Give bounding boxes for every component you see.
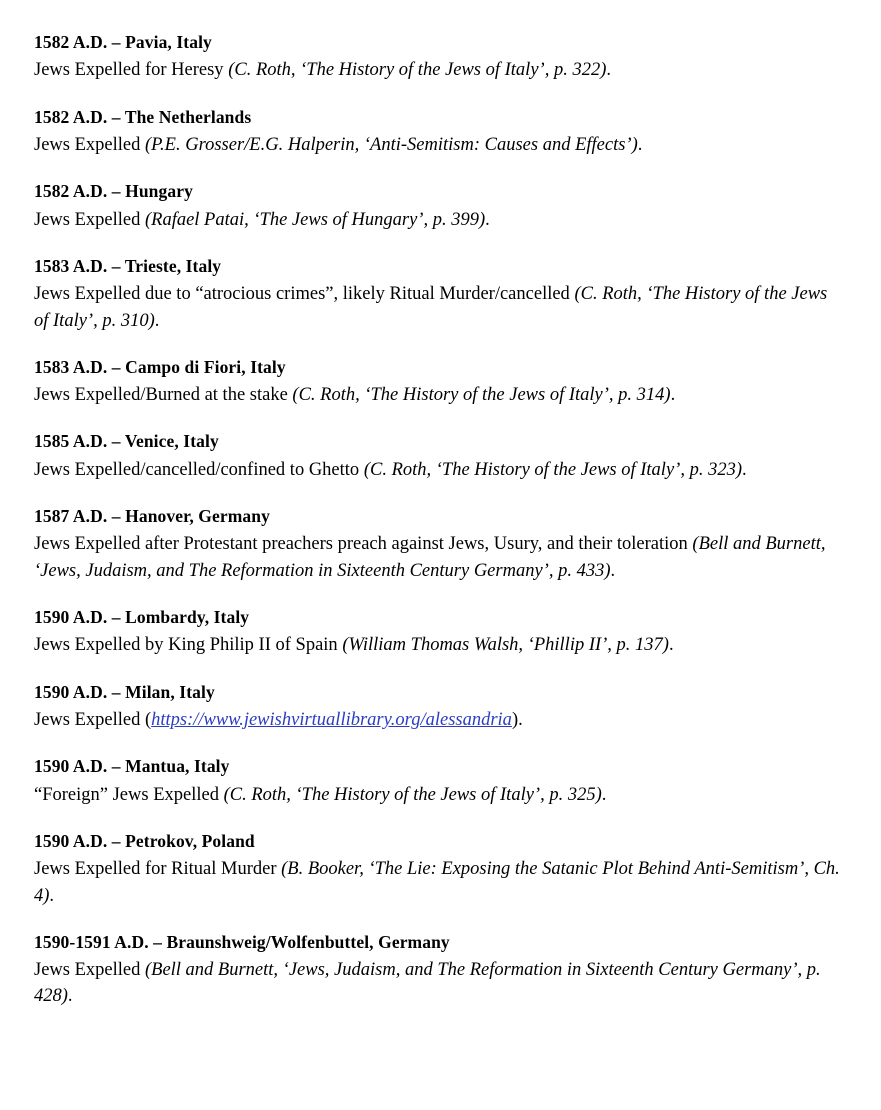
- entry-text: Jews Expelled: [34, 960, 145, 981]
- entry-citation: (P.E. Grosser/E.G. Halperin, ‘Anti-Semitism: Causes and Effects’): [144, 135, 638, 156]
- entry-body: [34, 57, 843, 83]
- entry-heading: 1583 A.D. – Trieste, Italy: [34, 255, 222, 276]
- entry-heading: 1582 A.D. – The Netherlands: [34, 106, 252, 127]
- entry-text: Jews Expelled for Heresy: [34, 60, 229, 81]
- entry-text: Jews Expelled (: [34, 710, 152, 731]
- entry-heading: 1585 A.D. – Venice, Italy: [34, 431, 219, 452]
- entry-tail: .: [610, 560, 616, 581]
- entry-tail: .: [601, 784, 607, 805]
- entry-tail: .: [154, 310, 160, 331]
- entry-citation: (Rafael Patai, ‘The Jews of Hungary’, p. 399): [144, 209, 486, 230]
- expulsion-entry: [34, 179, 843, 233]
- expulsion-entry: [34, 754, 843, 808]
- expulsion-entry: [34, 355, 843, 409]
- entry-tail: .: [49, 885, 55, 906]
- entry-citation: (C. Roth, ‘The History of the Jews of Italy’, p. 325): [223, 784, 602, 805]
- entry-citation: (Bell and Burnett, ‘Jews, Judaism, and The Reformation in Sixteenth Century Germany’, p. 433): [34, 534, 826, 581]
- entry-body: [34, 457, 843, 483]
- entry-text: “Foreign” Jews Expelled: [34, 784, 224, 805]
- entry-body: [34, 382, 843, 408]
- entry-heading: 1590 A.D. – Milan, Italy: [34, 681, 215, 702]
- expulsion-entry: [34, 254, 843, 334]
- entry-body: [34, 531, 843, 584]
- entry-text: Jews Expelled/Burned at the stake: [34, 385, 293, 406]
- entry-citation: (C. Roth, ‘The History of the Jews of Italy’, p. 310): [34, 284, 828, 331]
- entry-body: [34, 856, 843, 909]
- expulsion-entry-list: [34, 30, 843, 1010]
- entry-body: [34, 957, 843, 1010]
- entry-heading: 1590 A.D. – Lombardy, Italy: [34, 607, 250, 628]
- entry-heading: 1582 A.D. – Pavia, Italy: [34, 32, 212, 52]
- entry-body: [34, 207, 843, 233]
- entry-text: Jews Expelled for Ritual Murder: [34, 859, 282, 880]
- entry-text: Jews Expelled: [34, 135, 145, 156]
- entry-tail: .: [668, 635, 674, 656]
- entry-heading: 1587 A.D. – Hanover, Germany: [34, 506, 270, 527]
- entry-tail: .: [67, 986, 73, 1007]
- entry-text: Jews Expelled/cancelled/confined to Ghetto: [34, 459, 364, 480]
- entry-tail: .: [637, 135, 643, 156]
- entry-tail: .: [670, 385, 676, 406]
- expulsion-entry: [34, 680, 843, 734]
- expulsion-entry: [34, 930, 843, 1010]
- expulsion-entry: [34, 829, 843, 909]
- entry-heading: 1583 A.D. – Campo di Fiori, Italy: [34, 356, 286, 377]
- entry-text: Jews Expelled due to “atrocious crimes”, likely Ritual Murder/cancelled: [34, 284, 575, 305]
- entry-tail: .: [485, 209, 490, 230]
- entry-link-tail: ).: [511, 710, 523, 731]
- entry-body: [34, 132, 843, 158]
- entry-tail: .: [741, 459, 747, 480]
- expulsion-entry: [34, 429, 843, 483]
- entry-heading: 1590 A.D. – Petrokov, Poland: [34, 830, 255, 851]
- entry-text: Jews Expelled: [34, 209, 145, 230]
- entry-citation: (Bell and Burnett, ‘Jews, Judaism, and The Reformation in Sixteenth Century Germany’, p. 428): [34, 960, 821, 1007]
- entry-citation: (C. Roth, ‘The History of the Jews of Italy’, p. 314): [292, 385, 671, 406]
- entry-heading: 1582 A.D. – Hungary: [34, 181, 193, 202]
- expulsion-entry: [34, 105, 843, 159]
- entry-tail: .: [606, 60, 611, 81]
- expulsion-entry: [34, 605, 843, 659]
- entry-text: Jews Expelled by King Philip II of Spain: [34, 635, 343, 656]
- entry-citation: (C. Roth, ‘The History of the Jews of Italy’, p. 322): [228, 60, 607, 81]
- entry-body: [34, 632, 843, 658]
- entry-citation: (C. Roth, ‘The History of the Jews of Italy’, p. 323): [363, 459, 742, 480]
- entry-heading: 1590 A.D. – Mantua, Italy: [34, 756, 230, 777]
- entry-body: [34, 281, 843, 334]
- entry-body: [34, 707, 843, 733]
- expulsion-entry: [34, 504, 843, 584]
- entry-citation: (B. Booker, ‘The Lie: Exposing the Satanic Plot Behind Anti-Semitism’, Ch. 4): [34, 859, 840, 906]
- entry-heading: 1590-1591 A.D. – Braunshweig/Wolfenbuttel, Germany: [34, 931, 450, 952]
- entry-body: [34, 782, 843, 808]
- source-link[interactable]: https://www.jewishvirtuallibrary.org/alessandria: [151, 710, 512, 731]
- entry-citation: (William Thomas Walsh, ‘Phillip II’, p. 137): [342, 635, 669, 656]
- expulsion-entry: [34, 30, 843, 84]
- entry-text: Jews Expelled after Protestant preachers preach against Jews, Usury, and their toleration: [34, 534, 693, 555]
